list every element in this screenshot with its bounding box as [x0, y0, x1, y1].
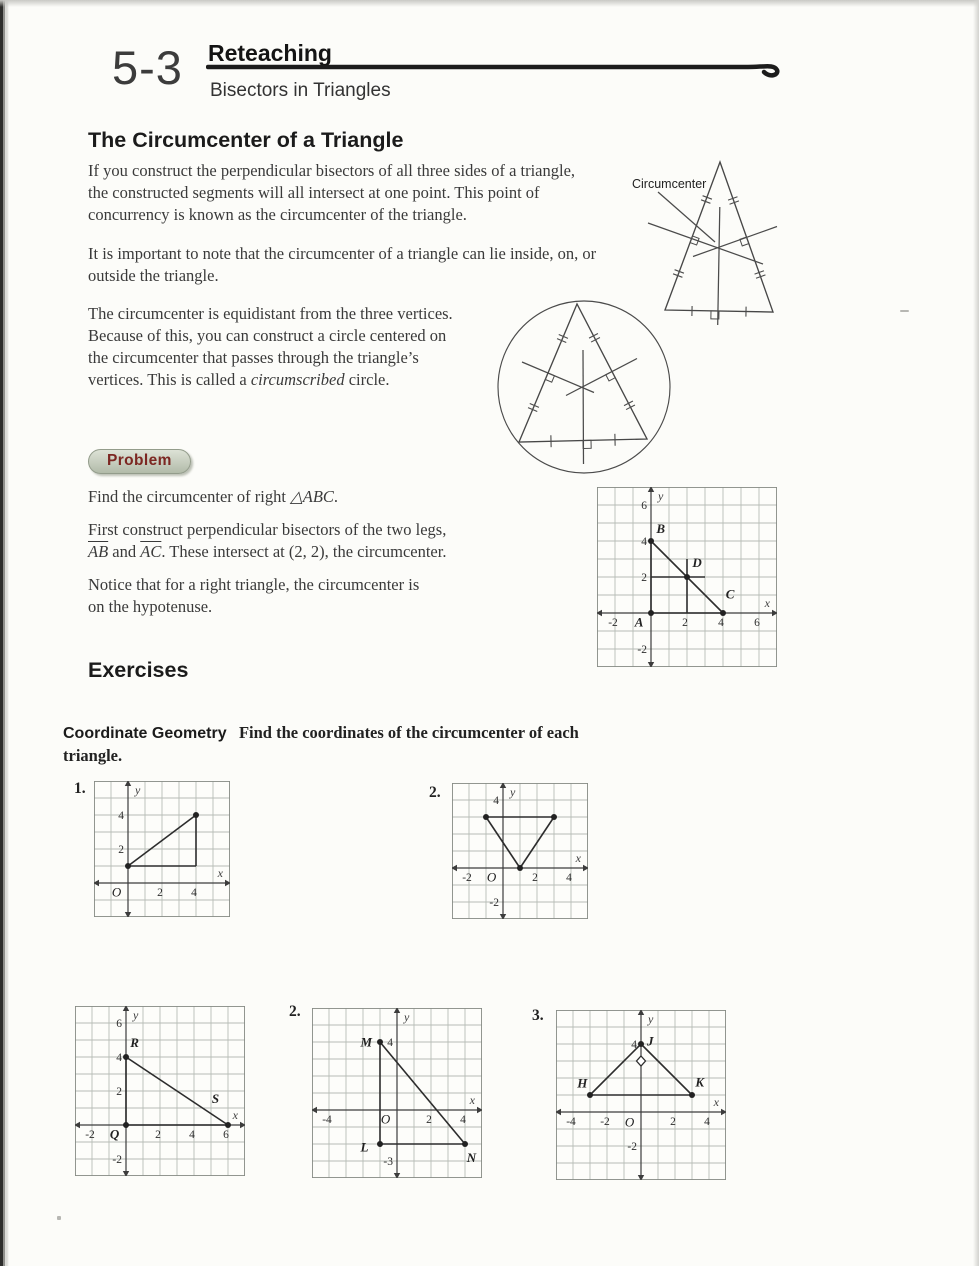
coordinate-grid [94, 781, 230, 917]
svg-text:L: L [360, 1139, 369, 1155]
svg-text:-2: -2 [462, 872, 472, 884]
svg-text:6: 6 [641, 500, 647, 512]
svg-text:x: x [232, 1108, 238, 1122]
svg-text:-2: -2 [489, 897, 499, 909]
paragraph-circumscribed-circle: The circumcenter is equidistant from the three vertices. Because of this, you can construct a circle centered on the circumcenter that passes through the triangle’s vertices. This is called a circumscribed circle. [88, 304, 453, 389]
problem-badge [88, 449, 191, 474]
svg-text:y: y [510, 785, 516, 799]
svg-text:2: 2 [532, 872, 538, 884]
exercise-qrs-grid [75, 1006, 245, 1176]
svg-text:4: 4 [116, 1052, 122, 1064]
exercise-1-grid [94, 781, 230, 917]
header-subtitle: Bisectors in Triangles [210, 80, 391, 101]
header-title: Reteaching [208, 40, 332, 66]
svg-text:H: H [577, 1075, 588, 1091]
exercises-instruction: Coordinate Geometry Find the coordinates of the circumcenter of each triangle. [63, 723, 579, 765]
italic-circumscribed: circumscribed [250, 369, 345, 389]
exercise-1-number: 1. [74, 780, 86, 797]
svg-text:4: 4 [189, 1129, 195, 1141]
svg-text:6: 6 [116, 1018, 122, 1030]
svg-text:4: 4 [387, 1037, 393, 1049]
svg-text:A: A [634, 614, 644, 630]
svg-text:2: 2 [118, 844, 124, 856]
triangle-abc: △ABC [290, 487, 334, 506]
svg-text:J: J [646, 1033, 654, 1049]
exercise-mln-number: 2. [289, 1003, 301, 1020]
coordinate-grid [597, 487, 777, 667]
problem-line-3: Notice that for a right triangle, the circumcenter is on the hypotenuse. [88, 574, 420, 616]
svg-text:C: C [725, 586, 735, 602]
svg-text:4: 4 [493, 795, 499, 807]
exercise-mln-grid [312, 1008, 482, 1178]
segment-ac: $\overline{AC}$ [140, 541, 162, 561]
svg-text:-2: -2 [85, 1129, 95, 1141]
problem-badge-label: Problem [88, 449, 191, 474]
svg-text:-2: -2 [112, 1154, 122, 1166]
svg-text:x: x [713, 1095, 719, 1109]
svg-text:-2: -2 [600, 1116, 610, 1128]
svg-text:4: 4 [118, 810, 124, 822]
svg-text:x: x [575, 851, 581, 865]
svg-text:O: O [380, 1111, 391, 1127]
svg-text:4: 4 [631, 1039, 637, 1051]
svg-text:O: O [486, 869, 497, 885]
svg-text:Q: Q [109, 1126, 120, 1142]
svg-text:-2: -2 [608, 617, 618, 629]
svg-text:y: y [133, 1008, 139, 1022]
svg-text:N: N [466, 1149, 477, 1165]
svg-text:2: 2 [426, 1114, 432, 1126]
coordinate-grid [556, 1010, 726, 1180]
svg-text:-4: -4 [566, 1116, 576, 1128]
svg-text:y: y [404, 1010, 410, 1024]
svg-text:O: O [111, 884, 122, 900]
svg-text:4: 4 [718, 617, 724, 629]
scan-artifact [900, 310, 909, 312]
svg-text:M: M [360, 1034, 373, 1050]
exercise-hjk-grid [556, 1010, 726, 1180]
svg-text:6: 6 [223, 1129, 229, 1141]
svg-text:-2: -2 [627, 1141, 637, 1153]
problem-text [88, 486, 588, 618]
svg-text:x: x [764, 596, 770, 610]
svg-text:4: 4 [191, 887, 197, 899]
paragraph-circumcenter-location: It is important to note that the circumcenter of a triangle can lie inside, on, or outside the triangle. [88, 244, 597, 285]
svg-text:4: 4 [566, 872, 572, 884]
problem-line-2: First construct perpendicular bisectors of the two legs, $\overline{AB}$ and $\overline{AC}$. These intersect at (2, 2), the circumcenter. [88, 519, 447, 561]
svg-text:4: 4 [704, 1116, 710, 1128]
coordinate-grid [312, 1008, 482, 1178]
svg-text:S: S [211, 1090, 220, 1106]
problem-graph [597, 487, 777, 667]
exercise-hjk-number: 3. [532, 1007, 544, 1024]
svg-text:B: B [656, 520, 666, 536]
svg-text:y: y [658, 489, 664, 503]
svg-text:6: 6 [754, 617, 760, 629]
segment-ab: $\overline{AB}$ [88, 541, 109, 561]
problem-line-1: Find the circumcenter of right △ABC. [88, 487, 339, 506]
lesson-number: 5-3 [112, 41, 183, 94]
svg-text:2: 2 [670, 1116, 676, 1128]
svg-text:x: x [217, 866, 223, 880]
svg-text:2: 2 [682, 617, 688, 629]
svg-text:y: y [648, 1012, 654, 1026]
section-heading: The Circumcenter of a Triangle [88, 128, 404, 152]
svg-text:-2: -2 [637, 644, 647, 656]
svg-text:4: 4 [460, 1114, 466, 1126]
svg-text:y: y [135, 783, 141, 797]
exercises-heading: Exercises [88, 658, 189, 682]
scan-edge-left [0, 0, 9, 1266]
svg-text:O: O [624, 1114, 635, 1130]
svg-text:2: 2 [116, 1086, 122, 1098]
svg-text:x: x [469, 1093, 475, 1107]
instruction-lead: Coordinate Geometry [63, 725, 227, 742]
exercise-2-number: 2. [429, 784, 441, 801]
paragraph-circumcenter-definition: If you construct the perpendicular bisectors of all three sides of a triangle, the constructed segments will all intersect at one point. This point of concurrency is known as the circumcenter of the triangle. [88, 161, 576, 224]
svg-text:4: 4 [641, 536, 647, 548]
circumscribed-circle-figure [482, 292, 687, 482]
svg-text:2: 2 [155, 1129, 161, 1141]
scan-edge-top [0, 0, 979, 7]
svg-text:2: 2 [157, 887, 163, 899]
svg-text:D: D [692, 555, 702, 571]
svg-text:K: K [695, 1074, 705, 1090]
scan-artifact [57, 1216, 61, 1220]
scan-edge-right [973, 0, 979, 1266]
coordinate-grid [452, 783, 588, 919]
svg-text:-4: -4 [322, 1114, 332, 1126]
coordinate-grid [75, 1006, 245, 1176]
svg-text:R: R [130, 1034, 139, 1050]
circumcenter-figure-label: Circumcenter [632, 177, 707, 191]
exercise-2-grid [452, 783, 588, 919]
svg-text:-3: -3 [383, 1156, 393, 1168]
svg-text:2: 2 [641, 572, 647, 584]
